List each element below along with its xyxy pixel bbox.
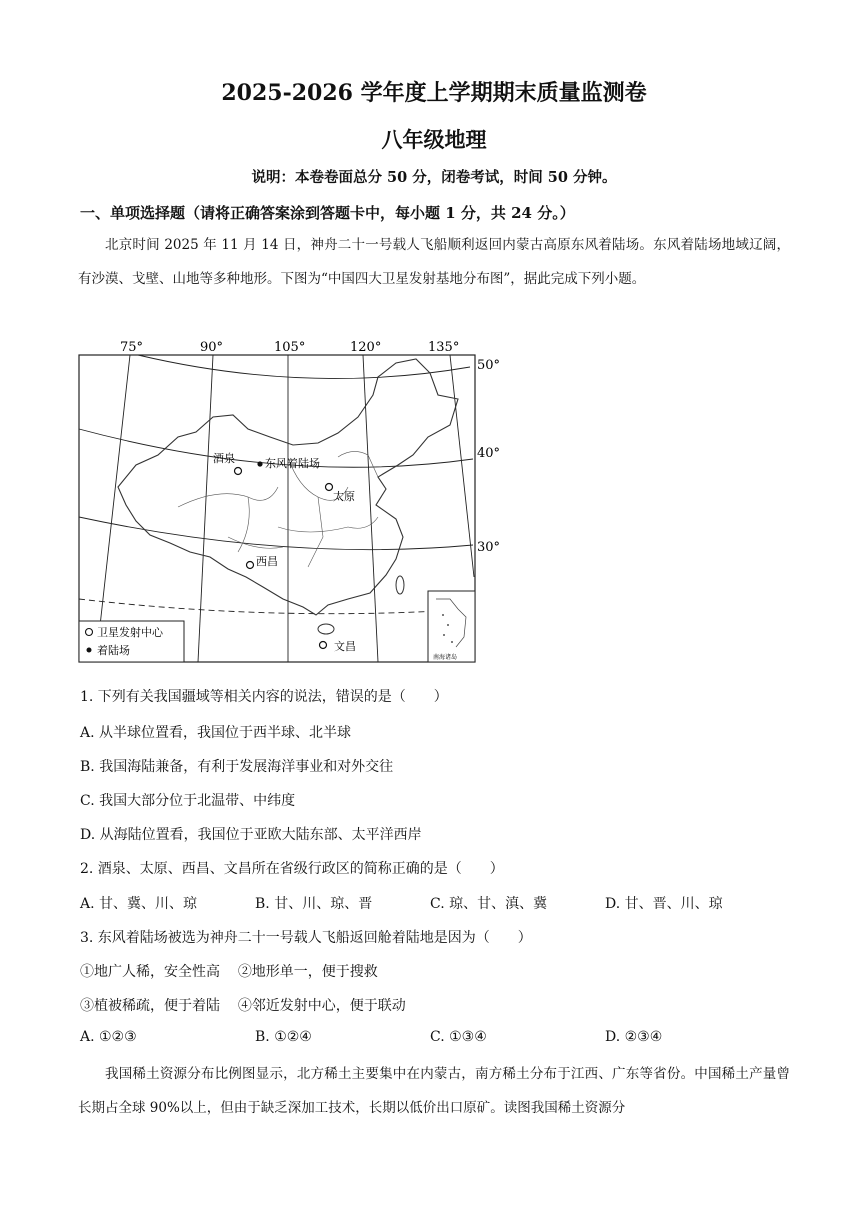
q2-option: C. 琼、甘、滇、冀 [430, 896, 548, 912]
page-title: 2025-2026 学年度上学期期末质量监测卷 [221, 80, 647, 106]
lon-label: 90° [200, 340, 224, 355]
landing-site-icon [87, 648, 92, 653]
q3-option: A. ①②③ [80, 1029, 137, 1045]
intro-paragraph: 北京时间 2025 年 11 月 14 日，神舟二十一号载人飞船顺利返回内蒙古高原东风着陆场。东风着陆场地域辽阔，有沙漠、戈壁、山地等多种地形。下图为“中国四大卫星发射基地分布图”，据此完成下列小题。 [78, 237, 790, 287]
lon-label: 105° [274, 340, 306, 355]
q2-option: B. 甘、川、琼、晋 [255, 896, 373, 912]
map-frame [79, 355, 475, 662]
taiyuan-marker [326, 484, 333, 491]
china-launch-site-map [78, 337, 501, 664]
q2-stem: 2. 酒泉、太原、西昌、文昌所在省级行政区的简称正确的是（ ） [80, 861, 504, 877]
place-label: 文昌 [334, 640, 356, 653]
lon-label: 135° [428, 340, 460, 355]
rare-earth-paragraph: 我国稀土资源分布比例图显示，北方稀土主要集中在内蒙古，南方稀土分布于江西、广东等省份。中国稀土产量曾长期占全球 90%以上，但由于缺乏深加工技术，长期以低价出口原矿。读图我国稀土资源分 [78, 1066, 790, 1116]
q1-option: D. 从海陆位置看，我国位于亚欧大陆东部、太平洋西岸 [80, 827, 422, 843]
q1-stem: 1. 下列有关我国疆域等相关内容的说法，错误的是（ ） [80, 689, 448, 705]
q2-option: A. 甘、冀、川、琼 [80, 896, 198, 912]
q3-item: ③植被稀疏，便于着陆 [80, 998, 220, 1014]
q3-item: ②地形单一，便于搜救 [237, 964, 378, 980]
wenchang-marker [320, 642, 327, 649]
lon-label: 120° [350, 340, 382, 355]
launch-center-icon [86, 629, 93, 636]
place-label: 东风着陆场 [265, 457, 320, 470]
lon-label: 75° [120, 340, 144, 355]
q3-option: B. ①②④ [255, 1029, 312, 1045]
jiuquan-marker [235, 468, 242, 475]
lat-label: 30° [477, 540, 501, 555]
south-china-sea-inset [428, 591, 475, 662]
exam-note: 说明：本卷卷面总分 50 分，闭卷考试，时间 50 分钟。 [251, 169, 617, 186]
place-label: 酒泉 [213, 452, 235, 465]
q2-option: D. 甘、晋、川、琼 [605, 896, 723, 912]
q2-options [80, 893, 780, 913]
legend-label: 卫星发射中心 [97, 626, 163, 639]
q3-stem: 3. 东风着陆场被选为神舟二十一号载人飞船返回舱着陆地是因为（ ） [80, 930, 532, 946]
q3-items-row [80, 961, 378, 981]
q3-item: ①地广人稀，安全性高 [80, 964, 220, 980]
q3-options [80, 1029, 780, 1045]
dongfeng-marker [257, 461, 262, 466]
q1-option: B. 我国海陆兼备，有利于发展海洋事业和对外交往 [80, 759, 394, 775]
xichang-marker [247, 562, 254, 569]
place-label: 太原 [333, 490, 355, 503]
page-subtitle: 八年级地理 [381, 127, 487, 152]
place-label: 西昌 [256, 555, 278, 568]
section-heading: 一、单项选择题（请将正确答案涂到答题卡中，每小题 1 分，共 24 分。） [80, 204, 575, 222]
q3-items-row [80, 995, 406, 1015]
q1-option: C. 我国大部分位于北温带、中纬度 [80, 793, 296, 809]
inset-label: 南海诸岛 [433, 654, 458, 661]
lat-label: 40° [477, 446, 501, 461]
q3-item: ④邻近发射中心，便于联动 [237, 998, 406, 1014]
lat-label: 50° [477, 358, 501, 373]
legend-label: 着陆场 [97, 644, 130, 657]
q3-option: C. ①③④ [430, 1029, 487, 1045]
q1-option: A. 从半球位置看，我国位于西半球、北半球 [80, 725, 352, 741]
q3-option: D. ②③④ [605, 1029, 663, 1045]
